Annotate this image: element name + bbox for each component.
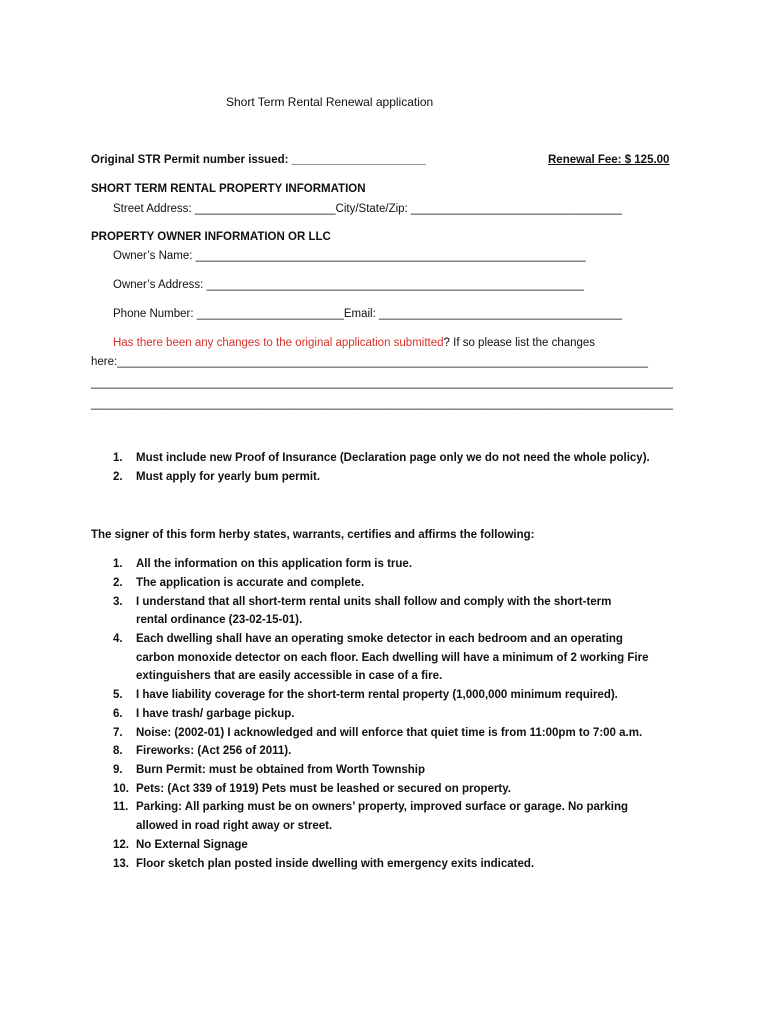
affirmation-item: I understand that all short-term rental units shall follow and comply with the short-term: [136, 596, 612, 608]
affirmation-item: No External Signage: [136, 839, 248, 851]
affirmation-item-continued: allowed in road right away or street.: [136, 820, 333, 832]
affirmation-item-continued: carbon monoxide detector on each floor. Each dwelling will have a minimum of 2 working Fire: [136, 652, 649, 664]
property-section-heading: SHORT TERM RENTAL PROPERTY INFORMATION: [91, 183, 366, 195]
requirement-item: Must include new Proof of Insurance (Declaration page only we do not need the whole policy).: [136, 452, 650, 464]
affirmation-item: Floor sketch plan posted inside dwelling with emergency exits indicated.: [136, 858, 535, 870]
changes-question: [113, 336, 595, 350]
requirement-item: Must apply for yearly bum permit.: [136, 471, 321, 483]
affirmation-number: 6.: [113, 708, 123, 720]
affirmation-number: 10.: [113, 783, 129, 795]
changes-field-line-1[interactable]: here:___________________________________________________________________________________: [91, 356, 649, 368]
affirmation-number: 12.: [113, 839, 129, 851]
owner-section-heading: PROPERTY OWNER INFORMATION OR LLC: [91, 231, 331, 243]
affirmation-item: Pets: (Act 339 of 1919) Pets must be leashed or secured on property.: [136, 783, 511, 795]
renewal-fee: Renewal Fee: $ 125.00: [548, 154, 670, 166]
permit-number-field[interactable]: Original STR Permit number issued: _____________________: [91, 154, 426, 166]
affirmation-item-continued: rental ordinance (23-02-15-01).: [136, 614, 303, 626]
affirmation-item: Parking: All parking must be on owners’ property, improved surface or garage. No parking: [136, 801, 629, 813]
changes-question-rest: ? If so please list the changes: [443, 337, 596, 349]
affirmation-item: Each dwelling shall have an operating smoke detector in each bedroom and an operating: [136, 633, 623, 645]
changes-field-line-3[interactable]: ___________________________________________________________________________________________: [91, 398, 674, 410]
affirmation-item: Noise: (2002-01) I acknowledged and will enforce that quiet time is from 11:00pm to 7:00 a.m.: [136, 727, 643, 739]
affirmation-number: 2.: [113, 577, 123, 589]
changes-field-line-2[interactable]: ___________________________________________________________________________________________: [91, 377, 674, 389]
affirmation-item: The application is accurate and complete.: [136, 577, 365, 589]
page-title: Short Term Rental Renewal application: [226, 95, 434, 109]
affirmation-number: 13.: [113, 858, 129, 870]
affirmation-number: 5.: [113, 689, 123, 701]
affirmation-item: I have liability coverage for the short-term rental property (1,000,000 minimum required).: [136, 689, 618, 701]
affirmation-number: 3.: [113, 596, 123, 608]
affirmation-item-continued: extinguishers that are easily accessible in case of a fire.: [136, 670, 443, 682]
affirmation-number: 8.: [113, 745, 123, 757]
requirement-number: 2.: [113, 471, 123, 483]
affirmation-item: Burn Permit: must be obtained from Worth Township: [136, 764, 425, 776]
requirement-number: 1.: [113, 452, 123, 464]
owner-address-field[interactable]: Owner’s Address: ___________________________________________________________: [113, 279, 584, 291]
affirmation-item: All the information on this application form is true.: [136, 558, 413, 570]
affirmation-heading: The signer of this form herby states, warrants, certifies and affirms the following:: [91, 529, 535, 541]
affirmation-number: 9.: [113, 764, 123, 776]
phone-email-field[interactable]: Phone Number: _______________________Email: ______________________________________: [113, 308, 623, 320]
affirmation-number: 7.: [113, 727, 123, 739]
changes-question-red: Has there been any changes to the original application submitted: [113, 337, 444, 349]
affirmation-number: 1.: [113, 558, 123, 570]
street-address-field[interactable]: Street Address: ______________________City/State/Zip: _________________________________: [113, 203, 622, 215]
owner-name-field[interactable]: Owner’s Name: _____________________________________________________________: [113, 250, 586, 262]
affirmation-number: 4.: [113, 633, 123, 645]
affirmation-number: 11.: [113, 801, 129, 813]
affirmation-item: I have trash/ garbage pickup.: [136, 708, 295, 720]
affirmation-item: Fireworks: (Act 256 of 2011).: [136, 745, 292, 757]
